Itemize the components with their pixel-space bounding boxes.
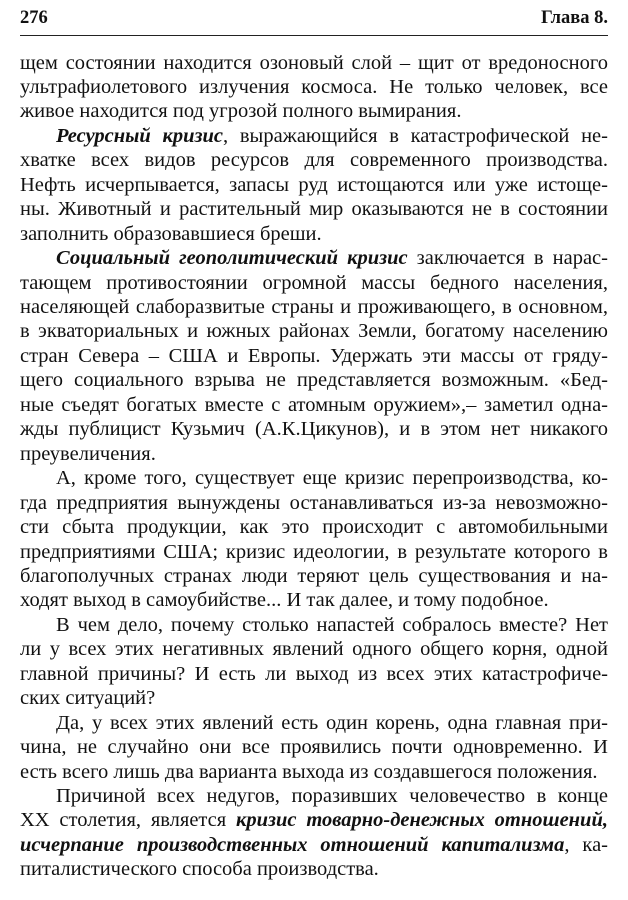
text-run: Да, у всех этих явлений есть один корень, одна главная при- [56,711,608,734]
text-line [20,760,598,784]
text-line [20,637,608,661]
emphasis-text: Ресурсный кризис [56,124,224,147]
text-run: Причиной всех недугов, поразивших человечество в конце [56,785,608,807]
text-line [20,197,608,221]
text-run: ультрафиолетового излучения космоса. Не только человек, все [20,75,608,98]
text-line [20,613,608,637]
text-line [20,857,379,881]
text-run: питалистического способа производства. [20,858,379,881]
text-line [20,246,608,270]
text-run: , ка- [564,833,609,856]
text-run: щем состоянии находится озоновый слой – щит от вредоносного [20,51,608,74]
text-line [20,393,608,417]
text-line [20,344,608,368]
text-line [20,808,608,832]
text-line [20,833,608,857]
text-line [20,515,608,539]
text-line [20,466,608,490]
text-line [20,124,608,148]
text-run: населяющей слаборазвитые страны и проживающего, в основном, [20,296,608,318]
text-run: тающем противостоянии огромной массы бедного населения, [20,271,608,294]
text-run: ходят выход в самоубийстве... И так далее, и тому подобное. [20,589,549,612]
text-run: есть всего лишь два варианта выхода из создавшегося положения. [20,760,598,783]
emphasis-text: кризис товарно-денежных отношений, [235,809,608,832]
text-line [20,271,608,295]
text-line [20,711,608,735]
text-line [20,564,608,588]
text-line [20,662,608,686]
text-line [20,222,322,246]
text-line [20,540,608,564]
chapter-title: Глава 8. [540,8,608,28]
text-line [20,368,608,392]
text-run: В чем дело, почему столько напастей собралось вместе? Нет [56,613,608,636]
text-run: щего социального взрыва не представляется возможным. «Бед- [20,369,608,392]
emphasis-text: Социальный геополитический кризис [56,247,408,270]
text-run: преувеличения. [20,442,156,465]
text-line [20,319,608,343]
text-line [20,173,608,197]
text-line [20,75,608,99]
text-line [20,295,608,319]
text-line [20,784,608,808]
emphasis-text: исчерпание производственных отношений капитализма [20,833,565,856]
text-run: А, кроме того, существует еще кризис перепроизводства, ко- [56,467,608,490]
book-page [20,0,608,900]
text-run: XX столетия, является [20,809,236,832]
text-line [20,148,608,172]
text-run: , выражающийся в катастрофической не- [223,124,608,147]
text-line [20,51,608,75]
text-run: чина, не случайно они все проявились почти одновременно. И [20,736,608,759]
text-run: предприятиями США; кризис идеологии, в результате которого в [20,540,608,563]
text-line [20,491,608,515]
text-run: ли у всех этих негативных явлений одного общего корня, одной [20,638,608,661]
text-run: благополучных странах люди теряют цель существования и на- [20,564,608,587]
text-run: ских ситуаций? [20,687,156,710]
text-run: Нефть исчерпывается, запасы руд истощаются или уже истоще- [20,173,608,196]
text-line [20,417,608,441]
text-run: живое находится под угрозой полного вымирания. [20,100,462,123]
text-run: заполнить образовавшиеся бреши. [20,222,322,245]
text-line [20,735,608,759]
text-run: сти сбыта продукции, как это происходит с автомобильными [20,516,608,539]
text-line [20,588,549,612]
text-run: ны. Животный и растительный мир оказываются не в состоянии [20,198,608,221]
text-run: гда предприятия вынуждены останавливаться из-за невозможно- [20,491,608,514]
text-run: стран Севера – США и Европы. Удержать эти массы от гряду- [20,344,608,367]
text-line [20,686,155,710]
text-line [20,99,461,123]
text-run: хватке всех видов ресурсов для современного производства. [20,149,608,172]
text-run: жды публицист Кузьмич (А.К.Цикунов), и в этом нет никакого [20,418,608,441]
page-header [20,8,608,34]
header-rule [20,35,608,36]
text-run: заключается в нарас- [407,247,608,270]
page-number: 276 [20,8,48,28]
text-run: главной причины? И есть ли выход из всех этих катастрофиче- [20,662,608,685]
text-line [20,442,156,466]
text-run: ные съедят богатых вместе с атомным оружием»,– заметил одна- [20,393,608,416]
text-run: в экваториальных и южных районах Земли, богатому населению [20,320,608,343]
